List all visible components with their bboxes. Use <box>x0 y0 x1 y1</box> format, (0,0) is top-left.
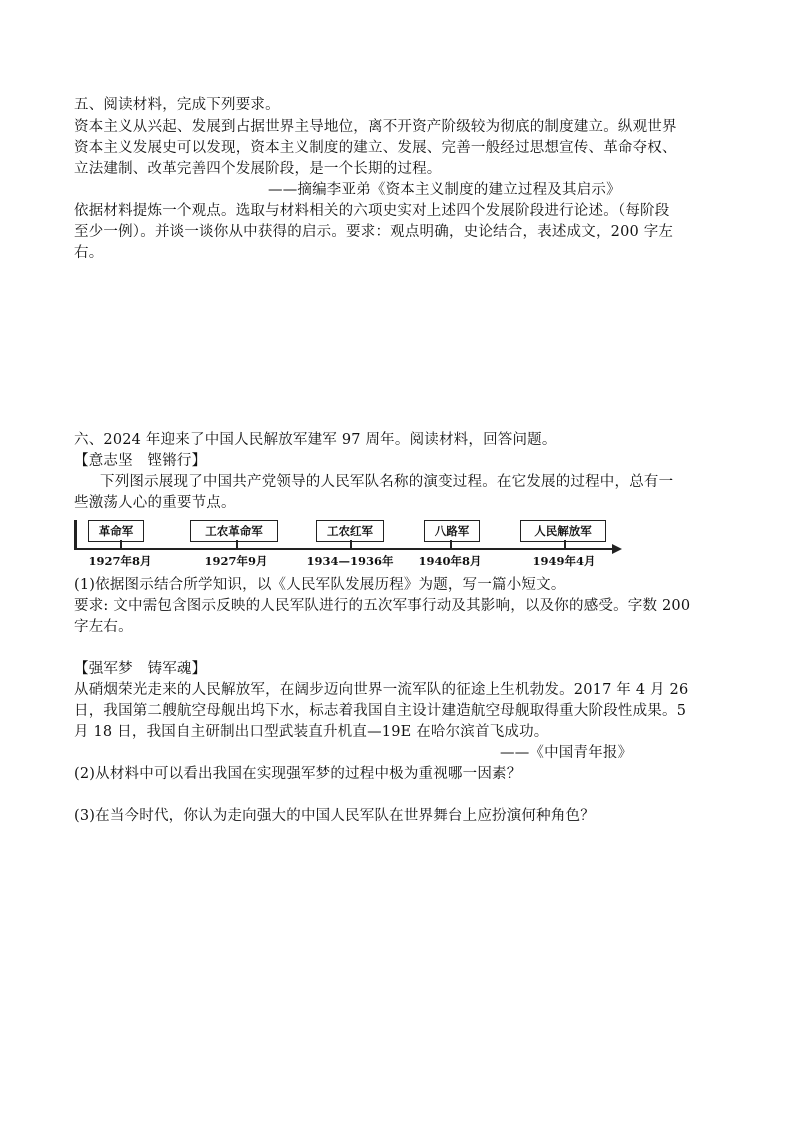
timeline-name-5: 人民解放军 <box>520 520 606 542</box>
section6-subheading-1: 【意志坚 铿锵行】 <box>74 453 207 469</box>
section6-intro-line-2: 些激荡人心的重要节点。 <box>74 495 236 511</box>
timeline-start-stub <box>74 520 77 550</box>
section5-material-line-2: 资本主义发展史可以发现，资本主义制度的建立、发展、完善一般经过思想宣传、革命夺权、 <box>74 140 677 156</box>
question-1-line-3: 字左右。 <box>74 619 133 635</box>
timeline-date-2: 1927年9月 <box>204 554 268 568</box>
section6-heading: 六、2024 年迎来了中国人民解放军建军 97 周年。阅读材料，回答问题。 <box>74 432 557 448</box>
section5-material-line-1: 资本主义从兴起、发展到占据世界主导地位，离不开资产阶级较为彻底的制度建立。纵观世界 <box>74 119 677 135</box>
section5-source: ——摘编李亚弟《资本主义制度的建立过程及其启示》 <box>268 182 621 198</box>
section5-heading: 五、阅读材料，完成下列要求。 <box>74 97 280 113</box>
timeline-name-3: 工农红军 <box>316 520 384 542</box>
timeline-axis <box>74 548 614 550</box>
section5-question-line-1: 依据材料提炼一个观点。选取与材料相关的六项史实对上述四个发展阶段进行论述。（每阶段 <box>74 203 670 219</box>
question-1-line-2: 要求: 文中需包含图示反映的人民军队进行的五次军事行动及其影响，以及你的感受。字数 200 <box>74 598 691 614</box>
timeline-date-5: 1949年4月 <box>532 554 596 568</box>
timeline-name-2: 工农革命军 <box>190 520 278 542</box>
timeline-tick <box>350 540 352 549</box>
timeline-tick <box>236 540 238 549</box>
section6-intro-line-1: 下列图示展现了中国共产党领导的人民军队名称的演变过程。在它发展的过程中，总有一 <box>100 474 674 490</box>
timeline-tick <box>564 540 566 549</box>
question-1-line-1: (1)依据图示结合所学知识，以《人民军队发展历程》为题，写一篇小短文。 <box>74 577 566 593</box>
army-name-timeline <box>74 516 634 572</box>
material-2-line-2: 日，我国第二艘航空母舰出坞下水，标志着我国自主设计建造航空母舰取得重大阶段性成果。5 <box>74 703 687 719</box>
material-2-line-1: 从硝烟荣光走来的人民解放军，在阔步迈向世界一流军队的征途上生机勃发。2017 年 4 月 26 <box>74 682 689 698</box>
timeline-date-4: 1940年8月 <box>418 554 482 568</box>
timeline-arrow-icon <box>612 544 622 554</box>
section5-question-line-3: 右。 <box>74 245 104 261</box>
timeline-name-4: 八路军 <box>424 520 480 542</box>
question-2: (2)从材料中可以看出我国在实现强军梦的过程中极为重视哪一因素？ <box>74 766 522 782</box>
material-2-source: ——《中国青年报》 <box>500 745 633 761</box>
section5-question-line-2: 至少一例）。并谈一谈你从中获得的启示。要求：观点明确，史论结合，表述成文，200 字左 <box>74 224 674 240</box>
material-2-line-3: 月 18 日，我国自主研制出口型武装直升机直—19E 在哈尔滨首飞成功。 <box>74 724 549 740</box>
timeline-tick <box>120 540 122 549</box>
timeline-date-1: 1927年8月 <box>88 554 152 568</box>
section5-material-line-3: 立法建制、改革完善四个发展阶段，是一个长期的过程。 <box>74 161 442 177</box>
question-3: (3)在当今时代，你认为走向强大的中国人民军队在世界舞台上应扮演何种角色？ <box>74 808 595 824</box>
timeline-name-1: 革命军 <box>88 520 144 542</box>
timeline-date-3: 1934—1936年 <box>306 554 394 568</box>
section6-subheading-2: 【强军梦 铸军魂】 <box>74 661 207 677</box>
timeline-tick <box>450 540 452 549</box>
